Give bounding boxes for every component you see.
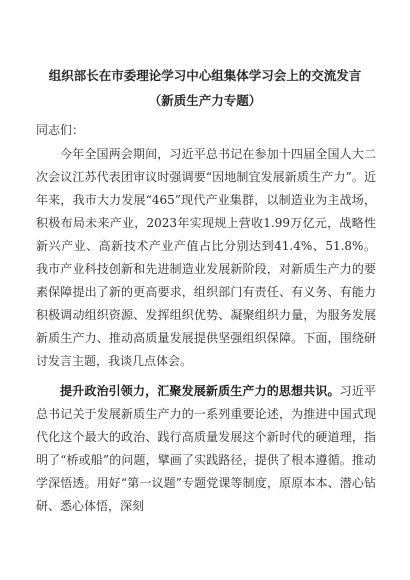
- salutation: 同志们：: [36, 123, 85, 137]
- paragraph-intro: 今年全国两会期间，习近平总书记在参加十四届全国人大二次会议江苏代表团审议时强调要“因地制宜发展新质生产力”。近年来，我市大力发展“465”现代产业集群，以制造业为主战场，积极布局未来产业，2023年实现规上营收1.99万亿元，战略性新兴产业、高新技术产业产值占比分别达到41.4%、51.8%。我市产业科技创新和先进制造业发展新阶段，对新质生产力的要素保障提出了新的更高要求，组织部门有责任、有义务、有能力积极调动组织资源、发挥组织优势、凝聚组织力量，为服务发展新质生产力、推动高质量发展提供坚强组织保障。下面，围绕研讨发言主题，我谈几点体会。: [36, 147, 376, 368]
- document-title: 组织部长在市委理论学习中心组集体学习会上的交流发言: [48, 68, 362, 83]
- section-heading: 提升政治引领力，汇聚发展新质生产力的思想共识。: [60, 384, 340, 398]
- paragraph-section-1: [36, 380, 376, 570]
- document-subtitle: （新质生产力专题）: [148, 93, 262, 108]
- section-body-text: 习近平总书记关于发展新质生产力的一系列重要论述，为推进中国式现代化这个最大的政治、践行高质量发展这个新时代的硬道理，指明了“桥或船”的问题，擘画了实践路径，提供了根本遵循。推动学深悟透。用好“第一议题”专题党课等制度，原原本本、潜心钻研、悉心体悟，深刻: [36, 384, 376, 513]
